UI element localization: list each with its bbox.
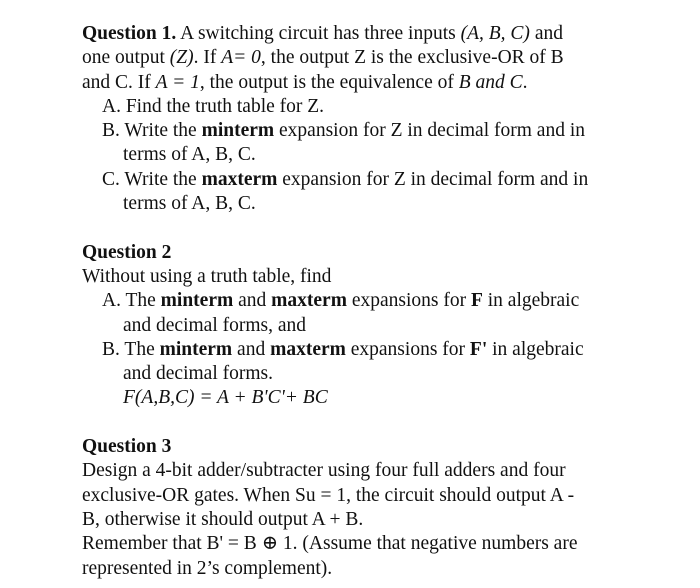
q3-line-5: represented in 2’s complement). [82,557,333,579]
q2-intro: Without using a truth table, find [82,265,332,287]
q1-part-b: B. Write the minterm expansion for Z in decimal form and in [102,120,585,142]
q2-part-b-continued: and decimal forms. [123,363,273,385]
q1-part-b-continued: terms of A, B, C. [123,144,256,166]
q3-line-2: exclusive-OR gates. When Su = 1, the circuit should output A - [82,484,575,506]
q2-heading: Question 2 [82,241,172,263]
spacer [82,216,682,240]
document-page [82,22,682,581]
q2-part-a-continued: and decimal forms, and [123,314,307,336]
q1-heading: Question 1. [82,23,177,44]
q3-line-4: Remember that B' = B ⊕ 1. (Assume that negative numbers are [82,533,578,555]
q1-part-a: A. Find the truth table for Z. [102,95,325,117]
spacer [82,411,682,435]
q1-part-c: C. Write the maxterm expansion for Z in decimal form and in [102,168,589,190]
q1-line-3: and C. If A = 1, the output is the equivalence of B and C. [82,71,528,93]
q2-function: F(A,B,C) = A + B'C'+ BC [123,387,328,409]
q1-part-c-continued: terms of A, B, C. [123,193,256,215]
q2-part-a: A. The minterm and maxterm expansions for F in algebraic [102,290,580,312]
q3-heading: Question 3 [82,436,172,458]
q3-line-3: B, otherwise it should output A + B. [82,508,364,530]
q1-line-1: Question 1. A switching circuit has three inputs (A, B, C) and [82,23,563,44]
q3-line-1: Design a 4-bit adder/subtracter using four full adders and four [82,460,566,482]
q1-line-2: one output (Z). If A= 0, the output Z is the exclusive-OR of B [82,47,564,69]
q2-part-b: B. The minterm and maxterm expansions for F' in algebraic [102,338,584,360]
